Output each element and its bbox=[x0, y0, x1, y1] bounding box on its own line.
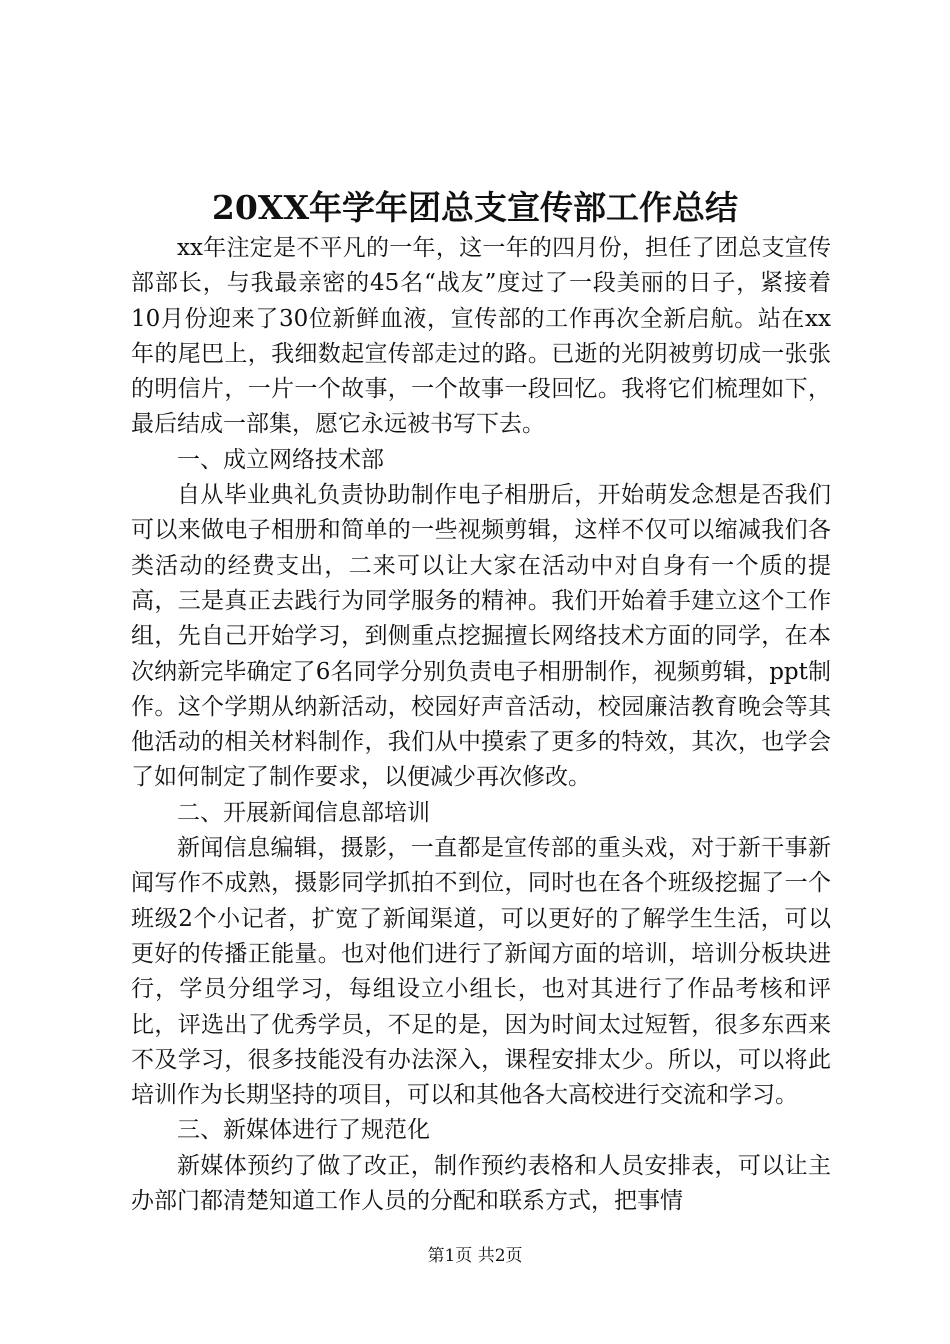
paragraph-intro: xx年注定是不平凡的一年，这一年的四月份，担任了团总支宣传部部长，与我最亲密的45名“战友”度过了一段美丽的日子，紧接着10月份迎来了30位新鲜血液，宣传部的工作再次全新启航。站在xx年的尾巴上，我细数起宣传部走过的路。已逝的光阴被剪切成一张张的明信片，一片一个故事，一个故事一段回忆。我将它们梳理如下，最后结成一部集，愿它永远被书写下去。 bbox=[131, 235, 831, 438]
page-footer: 第1页 共2页 bbox=[427, 1246, 523, 1266]
paragraph-section-2: 新闻信息编辑，摄影，一直都是宣传部的重头戏，对于新干事新闻写作不成熟，摄影同学抓拍不到位，同时也在各个班级挖掘了一个班级2个小记者，扩宽了新闻渠道，可以更好的了解学生生活，可以更好的传播正能量。也对他们进行了新闻方面的培训，培训分板块进行，学员分组学习，每组设立小组长，也对其进行了作品考核和评比，评选出了优秀学员，不足的是，因为时间太过短暂，很多东西来不及学习，很多技能没有办法深入，课程安排太少。所以，可以将此培训作为长期坚持的项目，可以和其他各大高校进行交流和学习。 bbox=[131, 835, 831, 1109]
section-heading-3: 三、新媒体进行了规范化 bbox=[177, 1117, 430, 1144]
paragraph-section-3: 新媒体预约了做了改正，制作预约表格和人员安排表，可以让主办部门都清楚知道工作人员的分配和联系方式，把事情 bbox=[131, 1152, 831, 1215]
paragraph-section-1: 自从毕业典礼负责协助制作电子相册后，开始萌发念想是否我们可以来做电子相册和简单的一些视频剪辑，这样不仅可以缩减我们各类活动的经费支出，二来可以让大家在活动中对自身有一个质的提高，三是真正去践行为同学服务的精神。我们开始着手建立这个工作组，先自己开始学习，到侧重点挖掘擅长网络技术方面的同学，在本次纳新完毕确定了6名同学分别负责电子相册制作，视频剪辑，ppt制作。这个学期从纳新活动，校园好声音活动，校园廉洁教育晚会等其他活动的相关材料制作，我们从中摸索了更多的特效，其次，也学会了如何制定了制作要求，以便减少再次修改。 bbox=[131, 482, 831, 791]
document-body bbox=[131, 231, 831, 1219]
document-title: 20XX年学年团总支宣传部工作总结 bbox=[211, 188, 739, 227]
section-heading-1: 一、成立网络技术部 bbox=[177, 446, 384, 473]
section-heading-2: 二、开展新闻信息部培训 bbox=[177, 799, 430, 826]
